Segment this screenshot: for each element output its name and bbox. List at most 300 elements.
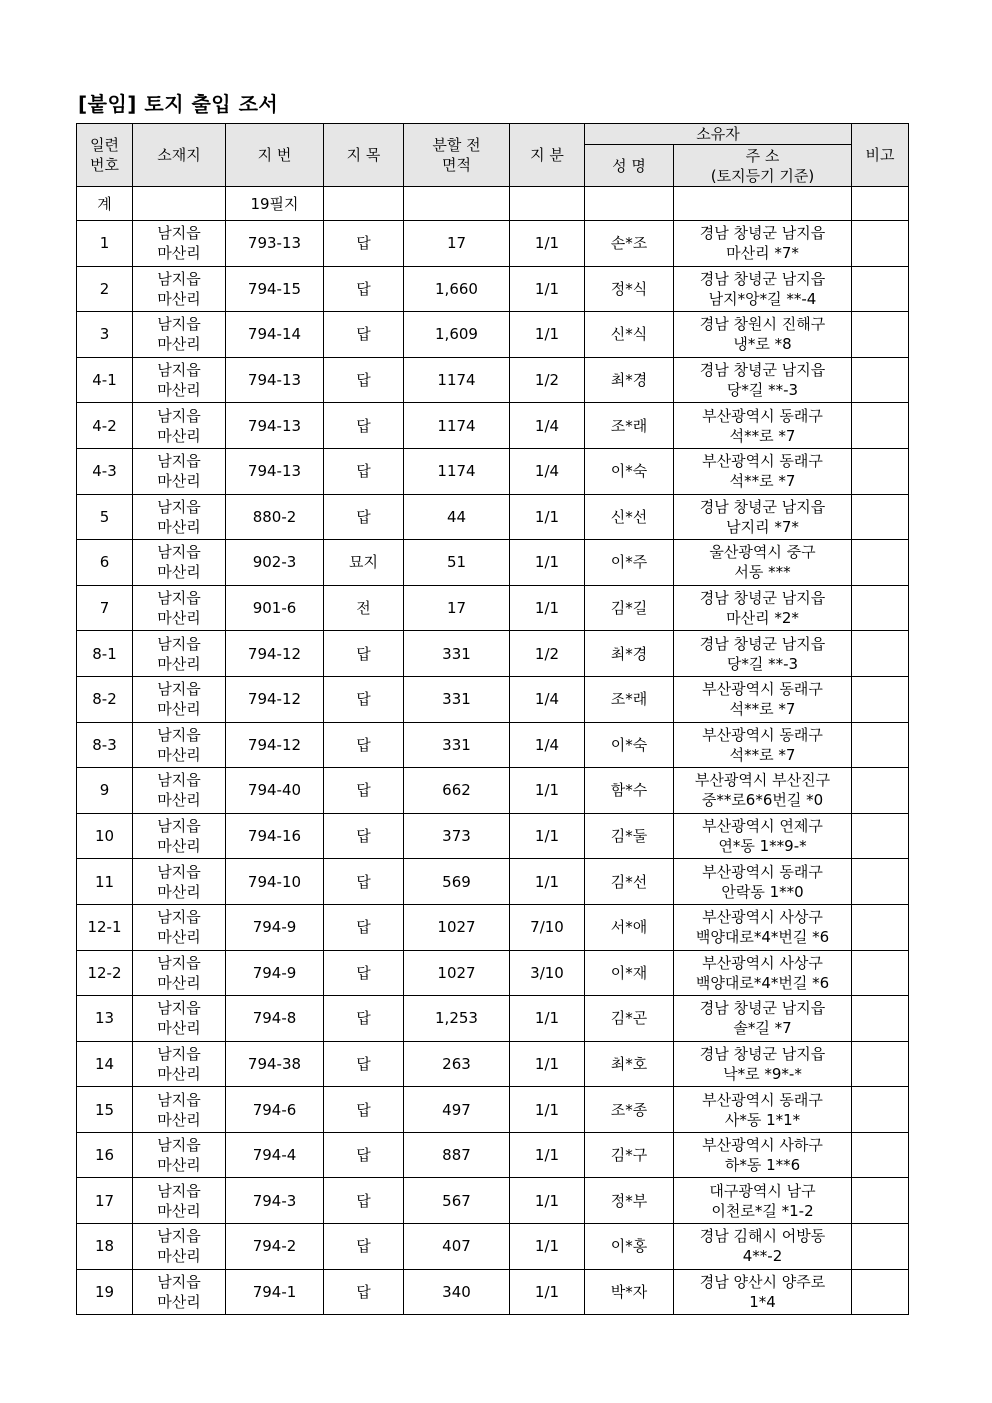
cell-serial-no: 17: [77, 1178, 133, 1224]
table-row: [77, 448, 909, 494]
table-row: [77, 221, 909, 267]
cell-owner-address-line: 경남 창녕군 남지읍: [699, 361, 826, 380]
cell-owner-name: 신*선: [585, 494, 674, 540]
cell-area: 1027: [404, 950, 510, 996]
header-owner: 소유자: [585, 124, 852, 145]
cell-owner-address: [674, 996, 852, 1042]
cell-land-category: 전: [324, 585, 404, 631]
cell-owner-address-line: 경남 김해시 어방동: [699, 1227, 826, 1246]
cell-lot-number: 794-14: [226, 312, 324, 358]
cell-share: 1/4: [510, 722, 585, 768]
cell-serial-no: 8-1: [77, 631, 133, 677]
cell-land-category: 답: [324, 768, 404, 814]
cell-owner-name: 손*조: [585, 221, 674, 267]
cell-location-line: 남지읍: [157, 361, 201, 380]
cell-land-category: 답: [324, 950, 404, 996]
cell-note: [852, 768, 909, 814]
cell-note: [852, 1041, 909, 1087]
cell-note: [852, 1087, 909, 1133]
cell-land-category: 답: [324, 494, 404, 540]
cell-location: [133, 950, 226, 996]
cell-area: 373: [404, 813, 510, 859]
cell-lot-number: 794-13: [226, 357, 324, 403]
cell-area: 887: [404, 1132, 510, 1178]
cell-owner-address-line: 백양대로*4*번길 *6: [695, 973, 830, 992]
cell-area: 569: [404, 859, 510, 905]
cell-location: [133, 722, 226, 768]
cell-owner-name: 김*둘: [585, 813, 674, 859]
cell-note: [852, 540, 909, 586]
cell-owner-address-line: 사*동 1*1*: [724, 1110, 801, 1129]
cell-owner-address: [674, 585, 852, 631]
cell-owner-name: 정*부: [585, 1178, 674, 1224]
cell-area: 263: [404, 1041, 510, 1087]
cell-location-line: 마산리: [157, 745, 201, 764]
cell-share: 1/1: [510, 540, 585, 586]
cell-serial-no: 14: [77, 1041, 133, 1087]
cell-note: [852, 904, 909, 950]
cell-location: [133, 1132, 226, 1178]
cell-location: [133, 1087, 226, 1133]
cell-lot-number: 794-12: [226, 676, 324, 722]
cell-location-line: 마산리: [157, 928, 201, 947]
cell-owner-name: 김*구: [585, 1132, 674, 1178]
header-land-category: 지 목: [324, 124, 404, 187]
cell-owner-address: [674, 1224, 852, 1270]
header-owner-address: 주 소 (토지등기 기준): [674, 145, 852, 187]
cell-owner-name: 조*래: [585, 676, 674, 722]
cell-land-category: 답: [324, 1132, 404, 1178]
cell-owner-name: 조*래: [585, 403, 674, 449]
cell-owner-address: [674, 266, 852, 312]
cell-owner-address-line: 부산광역시 동래구: [702, 1090, 823, 1109]
cell-owner-address: [674, 540, 852, 586]
cell-location: [133, 540, 226, 586]
cell-owner-address-line: 대구광역시 남구: [709, 1181, 816, 1200]
cell-lot-number: 794-38: [226, 1041, 324, 1087]
cell-location-line: 남지읍: [157, 862, 201, 881]
cell-location: [133, 403, 226, 449]
cell-share: 1/1: [510, 312, 585, 358]
cell-land-category: 답: [324, 448, 404, 494]
cell-location-line: 마산리: [157, 335, 201, 354]
cell-owner-name: 김*길: [585, 585, 674, 631]
cell-owner-address-line: 이천로*길 *1-2: [711, 1201, 814, 1220]
cell-owner-address-line: 마산리 *7*: [726, 244, 799, 263]
table-row: [77, 1132, 909, 1178]
cell-location: [133, 813, 226, 859]
header-share: 지 분: [510, 124, 585, 187]
page-title: [붙임] 토지 출입 조서: [78, 92, 279, 116]
cell-location-line: 남지읍: [157, 1136, 201, 1155]
cell-owner-address: [674, 722, 852, 768]
cell-owner-name: 이*숙: [585, 722, 674, 768]
cell-owner-address-line: 냉*로 *8: [733, 335, 792, 354]
cell-share: 1/4: [510, 676, 585, 722]
cell-area: 1,609: [404, 312, 510, 358]
cell-location-line: 마산리: [157, 289, 201, 308]
cell-note: [852, 950, 909, 996]
cell-serial-no: 9: [77, 768, 133, 814]
cell-owner-address-line: 마산리 *2*: [726, 609, 799, 628]
cell-owner-address: [674, 494, 852, 540]
cell-location: [133, 904, 226, 950]
cell-owner-address-line: 중**로6*6번길 *0: [701, 791, 824, 810]
cell-location-line: 마산리: [157, 1156, 201, 1175]
cell-location: [133, 1269, 226, 1315]
cell-lot-number: 794-40: [226, 768, 324, 814]
cell-serial-no: 3: [77, 312, 133, 358]
summary-label: 계: [77, 187, 133, 221]
cell-owner-address: [674, 1041, 852, 1087]
cell-location-line: 마산리: [157, 1201, 201, 1220]
cell-owner-name: 서*애: [585, 904, 674, 950]
cell-owner-address: [674, 1269, 852, 1315]
cell-owner-address: [674, 1178, 852, 1224]
table-row: [77, 494, 909, 540]
cell-location-line: 남지읍: [157, 269, 201, 288]
cell-location-line: 마산리: [157, 837, 201, 856]
cell-land-category: 답: [324, 859, 404, 905]
cell-owner-address: [674, 448, 852, 494]
cell-area: 1174: [404, 403, 510, 449]
cell-share: 1/4: [510, 448, 585, 494]
cell-location-line: 마산리: [157, 1110, 201, 1129]
cell-share: 1/4: [510, 403, 585, 449]
cell-note: [852, 1178, 909, 1224]
cell-area: 17: [404, 221, 510, 267]
summary-empty-cell: [510, 187, 585, 221]
cell-lot-number: 794-9: [226, 950, 324, 996]
cell-land-category: 묘지: [324, 540, 404, 586]
cell-lot-number: 794-2: [226, 1224, 324, 1270]
cell-location: [133, 1041, 226, 1087]
cell-owner-address-line: 부산광역시 사상구: [702, 908, 823, 927]
cell-location-line: 남지읍: [157, 908, 201, 927]
cell-share: 1/1: [510, 221, 585, 267]
cell-land-category: 답: [324, 813, 404, 859]
cell-note: [852, 221, 909, 267]
cell-serial-no: 2: [77, 266, 133, 312]
cell-serial-no: 10: [77, 813, 133, 859]
cell-owner-address-line: 부산광역시 사상구: [702, 953, 823, 972]
cell-lot-number: 901-6: [226, 585, 324, 631]
cell-owner-address-line: 하*동 1**6: [724, 1156, 801, 1175]
cell-note: [852, 312, 909, 358]
cell-location-line: 남지읍: [157, 1044, 201, 1063]
cell-owner-address-line: 부산광역시 동래구: [702, 452, 823, 471]
cell-serial-no: 12-1: [77, 904, 133, 950]
cell-note: [852, 1224, 909, 1270]
cell-location: [133, 1224, 226, 1270]
cell-land-category: 답: [324, 904, 404, 950]
table-row: [77, 312, 909, 358]
cell-land-category: 답: [324, 1178, 404, 1224]
cell-owner-name: 이*주: [585, 540, 674, 586]
cell-owner-name: 김*선: [585, 859, 674, 905]
table-header: [77, 124, 909, 187]
cell-lot-number: 794-12: [226, 722, 324, 768]
cell-serial-no: 18: [77, 1224, 133, 1270]
cell-lot-number: 902-3: [226, 540, 324, 586]
cell-location-line: 남지읍: [157, 634, 201, 653]
cell-owner-address-line: 석**로 *7: [729, 472, 796, 491]
cell-lot-number: 794-1: [226, 1269, 324, 1315]
cell-owner-name: 조*종: [585, 1087, 674, 1133]
cell-share: 1/1: [510, 1087, 585, 1133]
cell-share: 3/10: [510, 950, 585, 996]
cell-share: 1/1: [510, 1041, 585, 1087]
cell-owner-address-line: 1*4: [749, 1292, 776, 1311]
cell-owner-name: 최*호: [585, 1041, 674, 1087]
cell-owner-address-line: 부산광역시 사하구: [702, 1136, 823, 1155]
cell-share: 1/1: [510, 1178, 585, 1224]
cell-note: [852, 676, 909, 722]
cell-location-line: 남지읍: [157, 817, 201, 836]
table-row: [77, 1269, 909, 1315]
cell-note: [852, 859, 909, 905]
cell-location-line: 남지읍: [157, 999, 201, 1018]
cell-owner-address-line: 부산광역시 동래구: [702, 680, 823, 699]
cell-note: [852, 266, 909, 312]
table-row: [77, 1224, 909, 1270]
header-note: 비고: [852, 124, 909, 187]
cell-owner-address: [674, 631, 852, 677]
cell-share: 1/1: [510, 585, 585, 631]
cell-owner-address-line: 당*길 **-3: [726, 654, 799, 673]
cell-owner-address-line: 경남 창원시 진해구: [699, 315, 826, 334]
cell-area: 1,253: [404, 996, 510, 1042]
cell-note: [852, 722, 909, 768]
cell-serial-no: 19: [77, 1269, 133, 1315]
summary-empty-cell: [674, 187, 852, 221]
cell-location: [133, 585, 226, 631]
cell-location: [133, 448, 226, 494]
cell-area: 567: [404, 1178, 510, 1224]
cell-owner-address-line: 남지리 *7*: [726, 517, 799, 536]
cell-land-category: 답: [324, 631, 404, 677]
cell-location: [133, 676, 226, 722]
cell-location-line: 남지읍: [157, 497, 201, 516]
cell-location: [133, 859, 226, 905]
cell-area: 1,660: [404, 266, 510, 312]
summary-location: [133, 187, 226, 221]
cell-lot-number: 794-9: [226, 904, 324, 950]
cell-area: 51: [404, 540, 510, 586]
cell-location-line: 마산리: [157, 472, 201, 491]
cell-note: [852, 403, 909, 449]
cell-area: 331: [404, 676, 510, 722]
cell-owner-name: 이*숙: [585, 448, 674, 494]
cell-location-line: 마산리: [157, 973, 201, 992]
cell-owner-name: 정*식: [585, 266, 674, 312]
cell-location-line: 마산리: [157, 244, 201, 263]
summary-empty-cell: [585, 187, 674, 221]
cell-location-line: 마산리: [157, 882, 201, 901]
cell-lot-number: 794-16: [226, 813, 324, 859]
cell-share: 1/2: [510, 631, 585, 677]
cell-area: 331: [404, 631, 510, 677]
cell-location-line: 마산리: [157, 1292, 201, 1311]
cell-location: [133, 631, 226, 677]
cell-serial-no: 1: [77, 221, 133, 267]
cell-lot-number: 794-13: [226, 448, 324, 494]
cell-owner-address-line: 부산광역시 연제구: [702, 817, 823, 836]
cell-serial-no: 16: [77, 1132, 133, 1178]
header-area: 분할 전 면적: [404, 124, 510, 187]
cell-note: [852, 585, 909, 631]
header-serial-no: 일련 번호: [77, 124, 133, 187]
land-access-table: [76, 123, 909, 1315]
cell-land-category: 답: [324, 403, 404, 449]
cell-owner-address-line: 석**로 *7: [729, 700, 796, 719]
cell-serial-no: 8-2: [77, 676, 133, 722]
cell-area: 44: [404, 494, 510, 540]
table-row: [77, 403, 909, 449]
cell-location-line: 마산리: [157, 609, 201, 628]
cell-land-category: 답: [324, 722, 404, 768]
cell-serial-no: 13: [77, 996, 133, 1042]
cell-owner-address-line: 경남 창녕군 남지읍: [699, 269, 826, 288]
table-row: [77, 1041, 909, 1087]
cell-serial-no: 11: [77, 859, 133, 905]
cell-location-line: 남지읍: [157, 406, 201, 425]
table-row: [77, 540, 909, 586]
summary-row: [77, 187, 909, 221]
cell-land-category: 답: [324, 357, 404, 403]
cell-owner-name: 이*홍: [585, 1224, 674, 1270]
cell-owner-address-line: 낙*로 *9*-*: [723, 1064, 802, 1083]
cell-location-line: 마산리: [157, 1064, 201, 1083]
cell-owner-address-line: 솔*길 *7: [733, 1019, 792, 1038]
cell-owner-name: 신*식: [585, 312, 674, 358]
cell-owner-address-line: 석**로 *7: [729, 745, 796, 764]
cell-owner-address: [674, 221, 852, 267]
cell-owner-address: [674, 859, 852, 905]
cell-location-line: 마산리: [157, 791, 201, 810]
cell-share: 1/1: [510, 266, 585, 312]
cell-owner-address: [674, 312, 852, 358]
cell-owner-address-line: 부산광역시 동래구: [702, 406, 823, 425]
table-row: [77, 813, 909, 859]
cell-share: 1/1: [510, 1132, 585, 1178]
cell-location-line: 마산리: [157, 426, 201, 445]
cell-share: 1/1: [510, 996, 585, 1042]
cell-owner-address-line: 남지*앙*길 **-4: [708, 289, 817, 308]
cell-owner-address-line: 경남 창녕군 남지읍: [699, 589, 826, 608]
cell-note: [852, 1269, 909, 1315]
cell-serial-no: 6: [77, 540, 133, 586]
cell-land-category: 답: [324, 266, 404, 312]
cell-note: [852, 357, 909, 403]
cell-lot-number: 794-13: [226, 403, 324, 449]
cell-owner-address-line: 경남 창녕군 남지읍: [699, 634, 826, 653]
summary-lot-count: 19필지: [226, 187, 324, 221]
cell-location: [133, 494, 226, 540]
cell-owner-address-line: 석**로 *7: [729, 426, 796, 445]
cell-lot-number: 794-4: [226, 1132, 324, 1178]
table-row: [77, 904, 909, 950]
cell-owner-address: [674, 768, 852, 814]
cell-owner-address: [674, 904, 852, 950]
table-row: [77, 1087, 909, 1133]
cell-owner-name: 이*재: [585, 950, 674, 996]
cell-owner-address: [674, 403, 852, 449]
summary-empty-cell: [852, 187, 909, 221]
cell-owner-name: 최*경: [585, 357, 674, 403]
cell-owner-address-line: 안락동 1**0: [721, 882, 804, 901]
cell-owner-address-line: 경남 창녕군 남지읍: [699, 497, 826, 516]
cell-note: [852, 996, 909, 1042]
cell-area: 407: [404, 1224, 510, 1270]
cell-land-category: 답: [324, 996, 404, 1042]
cell-area: 1174: [404, 357, 510, 403]
cell-owner-address-line: 백양대로*4*번길 *6: [695, 928, 830, 947]
cell-location: [133, 768, 226, 814]
cell-location-line: 남지읍: [157, 771, 201, 790]
header-owner-name: 성 명: [585, 145, 674, 187]
cell-area: 1174: [404, 448, 510, 494]
summary-empty-cell: [324, 187, 404, 221]
cell-location: [133, 221, 226, 267]
cell-owner-address-line: 경남 창녕군 남지읍: [699, 1044, 826, 1063]
cell-location-line: 남지읍: [157, 1090, 201, 1109]
cell-serial-no: 5: [77, 494, 133, 540]
cell-share: 7/10: [510, 904, 585, 950]
cell-owner-address-line: 경남 양산시 양주로: [699, 1272, 826, 1291]
cell-lot-number: 794-6: [226, 1087, 324, 1133]
cell-share: 1/1: [510, 768, 585, 814]
cell-serial-no: 7: [77, 585, 133, 631]
cell-owner-address-line: 당*길 **-3: [726, 381, 799, 400]
cell-lot-number: 794-12: [226, 631, 324, 677]
cell-owner-address-line: 경남 창녕군 남지읍: [699, 999, 826, 1018]
cell-serial-no: 15: [77, 1087, 133, 1133]
cell-owner-address-line: 4**-2: [742, 1247, 783, 1266]
table-row: [77, 722, 909, 768]
cell-owner-address-line: 부산광역시 부산진구: [694, 771, 831, 790]
table-row: [77, 1178, 909, 1224]
cell-location-line: 남지읍: [157, 725, 201, 744]
cell-serial-no: 8-3: [77, 722, 133, 768]
cell-share: 1/1: [510, 494, 585, 540]
cell-location: [133, 266, 226, 312]
cell-location-line: 남지읍: [157, 1272, 201, 1291]
table-row: [77, 266, 909, 312]
cell-location-line: 남지읍: [157, 953, 201, 972]
cell-lot-number: 793-13: [226, 221, 324, 267]
cell-location-line: 남지읍: [157, 315, 201, 334]
cell-area: 662: [404, 768, 510, 814]
cell-lot-number: 794-8: [226, 996, 324, 1042]
cell-location: [133, 996, 226, 1042]
cell-owner-name: 최*경: [585, 631, 674, 677]
table-body: [77, 187, 909, 1315]
header-location: 소재지: [133, 124, 226, 187]
cell-owner-address: [674, 357, 852, 403]
cell-location-line: 마산리: [157, 381, 201, 400]
cell-location: [133, 1178, 226, 1224]
cell-serial-no: 12-2: [77, 950, 133, 996]
cell-share: 1/1: [510, 859, 585, 905]
cell-owner-address: [674, 1132, 852, 1178]
cell-owner-address-line: 서동 ***: [734, 563, 791, 582]
cell-land-category: 답: [324, 221, 404, 267]
cell-land-category: 답: [324, 676, 404, 722]
cell-share: 1/1: [510, 1269, 585, 1315]
cell-land-category: 답: [324, 312, 404, 358]
table-row: [77, 357, 909, 403]
